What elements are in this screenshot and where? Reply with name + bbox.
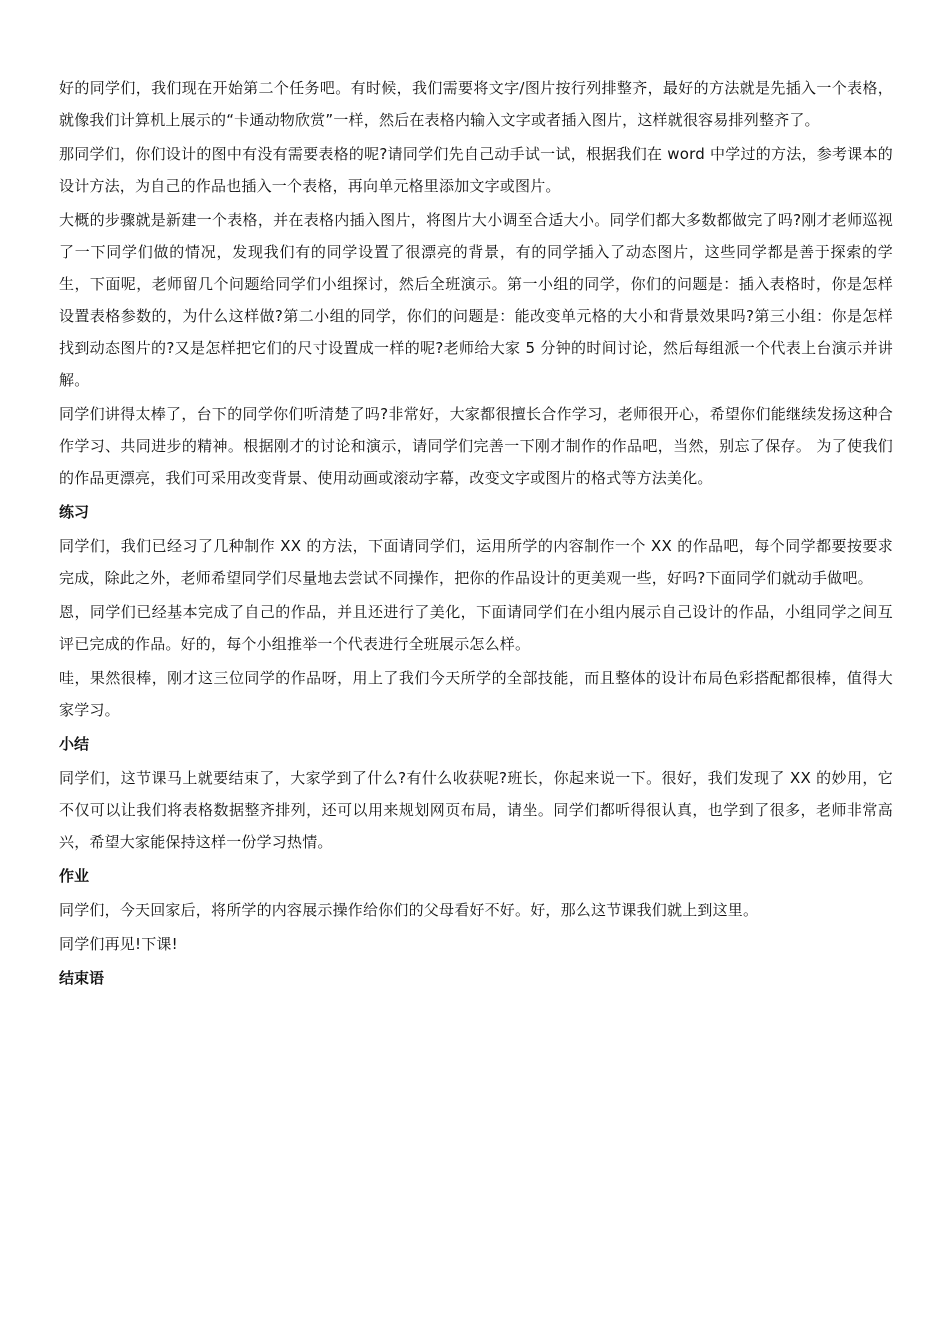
paragraph-insert-table-instruction: 那同学们，你们设计的图中有没有需要表格的呢?请同学们先自己动手试一试，根据我们在 word 中学过的方法，参考课本的设计方法，为自己的作品也插入一个表格，再向单元格里添加文字或图片。	[59, 145, 893, 195]
paragraph-praise: 哇，果然很棒，刚才这三位同学的作品呀，用上了我们今天所学的全部技能，而且整体的设计布局色彩搭配都很棒，值得大家学习。	[59, 669, 893, 719]
paragraph-peer-review: 恩，同学们已经基本完成了自己的作品，并且还进行了美化，下面请同学们在小组内展示自己设计的作品，小组同学之间互评已完成的作品。好的，每个小组推举一个代表进行全班展示怎么样。	[59, 603, 893, 653]
section-heading-homework: 作业	[59, 867, 90, 885]
section-heading-closing: 结束语	[59, 969, 105, 987]
paragraph-homework: 同学们，今天回家后，将所学的内容展示操作给你们的父母看好不好。好，那么这节课我们就上到这里。	[59, 901, 759, 919]
paragraph-group-discussion: 大概的步骤就是新建一个表格，并在表格内插入图片，将图片大小调至合适大小。同学们都大多数都做完了吗?刚才老师巡视了一下同学们做的情况，发现我们有的同学设置了很漂亮的背景，有的同学插入了动态图片，这些同学都是善于探索的学生，下面呢，老师留几个问题给同学们小组探讨，然后全班演示。第一小组的同学，你们的问题是：插入表格时，你是怎样设置表格参数的，为什么这样做?第二小组的同学，你们的问题是：能改变单元格的大小和背景效果吗?第三小组：你是怎样找到动态图片的?又是怎样把它们的尺寸设置成一样的呢?老师给大家 5 分钟的时间讨论，然后每组派一个代表上台演示并讲解。	[59, 211, 893, 389]
paragraph-goodbye: 同学们再见!下课!	[59, 935, 178, 953]
section-heading-practice: 练习	[59, 503, 90, 521]
section-heading-summary: 小结	[59, 735, 90, 753]
paragraph-task-two-intro: 好的同学们，我们现在开始第二个任务吧。有时候，我们需要将文字/图片按行列排整齐，最好的方法就是先插入一个表格，就像我们计算机上展示的“卡通动物欣赏”一样，然后在表格内输入文字或者插入图片，这样就很容易排列整齐了。	[59, 79, 893, 129]
document-body	[59, 72, 893, 996]
paragraph-practice-task: 同学们，我们已经习了几种制作 XX 的方法，下面请同学们，运用所学的内容制作一个 XX 的作品吧，每个同学都要按要求完成，除此之外，老师希望同学们尽量地去尝试不同操作，把你的作品设计的更美观一些，好吗?下面同学们就动手做吧。	[59, 537, 893, 587]
paragraph-improve-work: 同学们讲得太棒了，台下的同学你们听清楚了吗?非常好，大家都很擅长合作学习，老师很开心，希望你们能继续发扬这种合作学习、共同进步的精神。根据刚才的讨论和演示，请同学们完善一下刚才制作的作品吧，当然，别忘了保存。 为了使我们的作品更漂亮，我们可采用改变背景、使用动画或滚动字幕，改变文字或图片的格式等方法美化。	[59, 405, 893, 487]
paragraph-summary: 同学们，这节课马上就要结束了，大家学到了什么?有什么收获呢?班长，你起来说一下。很好，我们发现了 XX 的妙用，它不仅可以让我们将表格数据整齐排列，还可以用来规划网页布局，请坐。同学们都听得很认真，也学到了很多，老师非常高兴，希望大家能保持这样一份学习热情。	[59, 769, 893, 851]
